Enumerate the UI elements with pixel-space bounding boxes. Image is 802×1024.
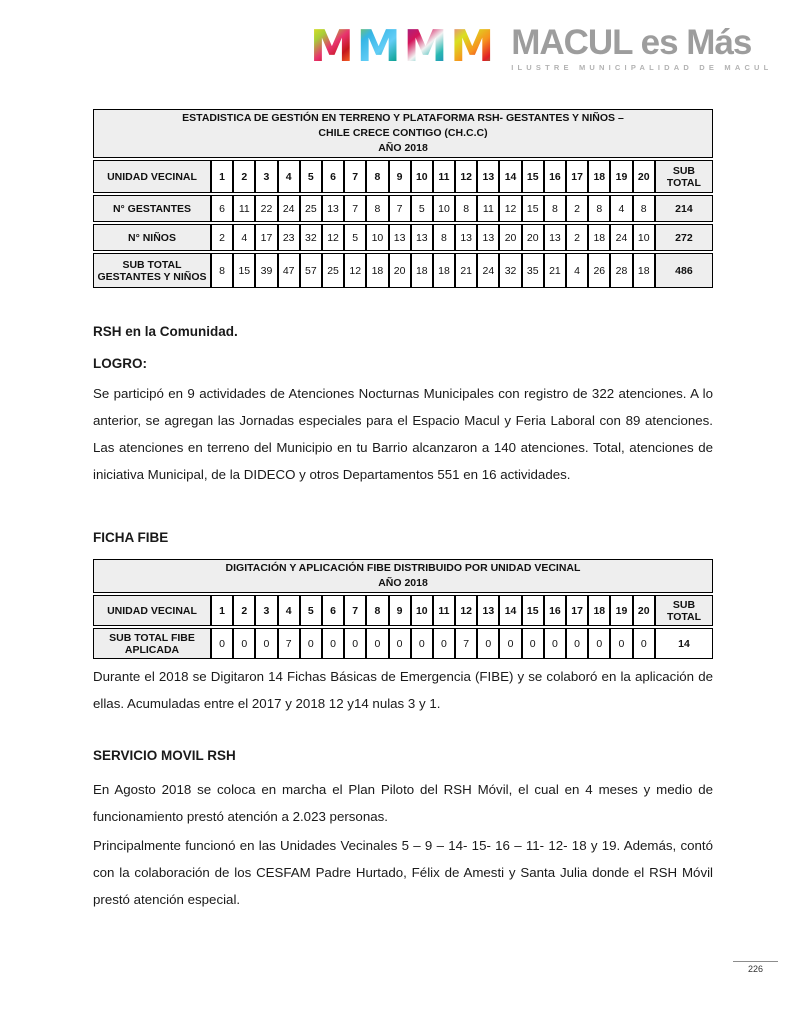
value-cell: 20 bbox=[499, 224, 521, 251]
value-cell: 4 bbox=[233, 224, 255, 251]
subtotal-cell: 214 bbox=[655, 195, 713, 222]
column-header-cell: 10 bbox=[411, 160, 433, 193]
column-header-cell: 10 bbox=[411, 595, 433, 626]
value-cell: 8 bbox=[366, 195, 388, 222]
value-cell: 35 bbox=[522, 253, 544, 288]
column-header-cell: 5 bbox=[300, 160, 322, 193]
value-cell: 8 bbox=[455, 195, 477, 222]
column-header-cell: 2 bbox=[233, 595, 255, 626]
value-cell: 5 bbox=[344, 224, 366, 251]
value-cell: 28 bbox=[610, 253, 632, 288]
value-cell: 18 bbox=[588, 224, 610, 251]
column-header-cell: 4 bbox=[278, 160, 300, 193]
servicio-paragraph-2: Principalmente funcionó en las Unidades Vecinales 5 – 9 – 14- 15- 16 – 11- 12- 18 y 19. Además, contó con la colaboración de los CESFAM Padre Hurtado, Félix de Amesti y Santa Julia donde el RSH Móvil prestó atención especial. bbox=[93, 838, 713, 907]
column-header-cell: 2 bbox=[233, 160, 255, 193]
column-header-cell: 19 bbox=[610, 160, 632, 193]
fibe-table bbox=[93, 557, 713, 661]
value-cell: 2 bbox=[211, 224, 233, 251]
table-title-row bbox=[93, 109, 713, 158]
value-cell: 26 bbox=[588, 253, 610, 288]
value-cell: 8 bbox=[588, 195, 610, 222]
value-cell: 4 bbox=[610, 195, 632, 222]
logo-subtitle: ILUSTRE MUNICIPALIDAD DE MACUL bbox=[511, 63, 773, 72]
column-header-cell: 3 bbox=[255, 160, 277, 193]
value-cell: 0 bbox=[300, 628, 322, 659]
value-cell: 0 bbox=[633, 628, 655, 659]
column-header-cell: 1 bbox=[211, 595, 233, 626]
value-cell: 0 bbox=[433, 628, 455, 659]
column-header-cell: 16 bbox=[544, 595, 566, 626]
column-header-cell: 9 bbox=[389, 160, 411, 193]
value-cell: 7 bbox=[455, 628, 477, 659]
column-header-cell: 15 bbox=[522, 595, 544, 626]
column-header-cell: 17 bbox=[566, 595, 588, 626]
value-cell: 47 bbox=[278, 253, 300, 288]
value-cell: 13 bbox=[455, 224, 477, 251]
value-cell: 25 bbox=[300, 195, 322, 222]
column-header-cell: 6 bbox=[322, 595, 344, 626]
value-cell: 13 bbox=[477, 224, 499, 251]
value-cell: 21 bbox=[544, 253, 566, 288]
table-title: DIGITACIÓN Y APLICACIÓN FIBE DISTRIBUIDO POR UNIDAD VECINAL AÑO 2018 bbox=[93, 559, 713, 593]
page-number: 226 bbox=[747, 964, 764, 974]
value-cell: 20 bbox=[389, 253, 411, 288]
value-cell: 0 bbox=[344, 628, 366, 659]
column-header-cell: 14 bbox=[499, 160, 521, 193]
value-cell: 24 bbox=[610, 224, 632, 251]
column-header-cell: 20 bbox=[633, 160, 655, 193]
value-cell: 6 bbox=[211, 195, 233, 222]
row-label-cell: SUB TOTAL GESTANTES Y NIÑOS bbox=[93, 253, 211, 288]
value-cell: 39 bbox=[255, 253, 277, 288]
value-cell: 13 bbox=[322, 195, 344, 222]
value-cell: 10 bbox=[366, 224, 388, 251]
footer-rule bbox=[733, 961, 778, 962]
value-cell: 10 bbox=[633, 224, 655, 251]
column-header-cell: 7 bbox=[344, 160, 366, 193]
column-header-cell: 9 bbox=[389, 595, 411, 626]
value-cell: 0 bbox=[366, 628, 388, 659]
table-data-row bbox=[93, 195, 713, 222]
table-header-row bbox=[93, 160, 713, 193]
logo-m2-icon: M bbox=[356, 21, 401, 72]
value-cell: 25 bbox=[322, 253, 344, 288]
value-cell: 13 bbox=[389, 224, 411, 251]
value-cell: 0 bbox=[566, 628, 588, 659]
value-cell: 13 bbox=[411, 224, 433, 251]
subtotal-header-cell: SUB TOTAL bbox=[655, 160, 713, 193]
table-header-row bbox=[93, 595, 713, 626]
value-cell: 8 bbox=[544, 195, 566, 222]
municipality-logo bbox=[310, 21, 773, 72]
column-header-cell: 18 bbox=[588, 595, 610, 626]
column-header-cell: 6 bbox=[322, 160, 344, 193]
column-header-cell: 16 bbox=[544, 160, 566, 193]
value-cell: 32 bbox=[300, 224, 322, 251]
value-cell: 11 bbox=[233, 195, 255, 222]
logo-m-letters bbox=[310, 21, 497, 72]
column-header-cell: 1 bbox=[211, 160, 233, 193]
value-cell: 18 bbox=[433, 253, 455, 288]
value-cell: 12 bbox=[499, 195, 521, 222]
value-cell: 24 bbox=[477, 253, 499, 288]
value-cell: 5 bbox=[411, 195, 433, 222]
rsh-community-heading: RSH en la Comunidad. bbox=[93, 324, 238, 339]
value-cell: 2 bbox=[566, 195, 588, 222]
value-cell: 17 bbox=[255, 224, 277, 251]
column-header-cell: 14 bbox=[499, 595, 521, 626]
value-cell: 20 bbox=[522, 224, 544, 251]
value-cell: 12 bbox=[344, 253, 366, 288]
column-header-cell: 5 bbox=[300, 595, 322, 626]
row-label-cell: SUB TOTAL FIBE APLICADA bbox=[93, 628, 211, 659]
value-cell: 10 bbox=[433, 195, 455, 222]
column-header-cell: 20 bbox=[633, 595, 655, 626]
logro-heading: LOGRO: bbox=[93, 356, 147, 371]
table-title-row bbox=[93, 559, 713, 593]
value-cell: 18 bbox=[366, 253, 388, 288]
servicio-paragraph-1: En Agosto 2018 se coloca en marcha el Plan Piloto del RSH Móvil, el cual en 4 meses y medio de funcionamiento prestó atención a 2.023 personas. bbox=[93, 782, 713, 824]
value-cell: 0 bbox=[477, 628, 499, 659]
subtotal-cell: 272 bbox=[655, 224, 713, 251]
value-cell: 23 bbox=[278, 224, 300, 251]
column-header-cell: 11 bbox=[433, 595, 455, 626]
value-cell: 0 bbox=[411, 628, 433, 659]
value-cell: 0 bbox=[389, 628, 411, 659]
value-cell: 8 bbox=[211, 253, 233, 288]
column-header-cell: 17 bbox=[566, 160, 588, 193]
row-label-cell: N° GESTANTES bbox=[93, 195, 211, 222]
value-cell: 2 bbox=[566, 224, 588, 251]
value-cell: 18 bbox=[411, 253, 433, 288]
value-cell: 7 bbox=[344, 195, 366, 222]
column-header-cell: 18 bbox=[588, 160, 610, 193]
logo-m1-icon: M bbox=[310, 21, 354, 72]
column-header-cell: 4 bbox=[278, 595, 300, 626]
fibe-paragraph: Durante el 2018 se Digitaron 14 Fichas Básicas de Emergencia (FIBE) y se colaboró en la aplicación de ellas. Acumuladas entre el 2017 y 2018 12 y14 nulas 3 y 1. bbox=[93, 669, 713, 711]
subtotal-cell: 486 bbox=[655, 253, 713, 288]
value-cell: 11 bbox=[477, 195, 499, 222]
value-cell: 15 bbox=[233, 253, 255, 288]
value-cell: 8 bbox=[433, 224, 455, 251]
value-cell: 0 bbox=[322, 628, 344, 659]
value-cell: 13 bbox=[544, 224, 566, 251]
column-header-cell: 3 bbox=[255, 595, 277, 626]
logo-title: MACUL es Más bbox=[511, 23, 752, 62]
table-data-row bbox=[93, 224, 713, 251]
value-cell: 22 bbox=[255, 195, 277, 222]
value-cell: 0 bbox=[522, 628, 544, 659]
column-header-cell: 13 bbox=[477, 160, 499, 193]
value-cell: 0 bbox=[211, 628, 233, 659]
table-data-row bbox=[93, 253, 713, 288]
column-header-cell: 12 bbox=[455, 160, 477, 193]
value-cell: 0 bbox=[233, 628, 255, 659]
table-title: ESTADISTICA DE GESTIÓN EN TERRENO Y PLATAFORMA RSH- GESTANTES Y NIÑOS – CHILE CRECE CONTIGO (CH.C.C) AÑO 2018 bbox=[93, 109, 713, 158]
logo-m3-icon: M bbox=[403, 21, 448, 72]
value-cell: 0 bbox=[610, 628, 632, 659]
value-cell: 0 bbox=[499, 628, 521, 659]
table-data-row bbox=[93, 628, 713, 659]
logo-text bbox=[511, 24, 772, 72]
value-cell: 7 bbox=[389, 195, 411, 222]
column-header-cell: 19 bbox=[610, 595, 632, 626]
value-cell: 21 bbox=[455, 253, 477, 288]
column-header-cell: 8 bbox=[366, 160, 388, 193]
value-cell: 0 bbox=[255, 628, 277, 659]
value-cell: 4 bbox=[566, 253, 588, 288]
value-cell: 0 bbox=[588, 628, 610, 659]
corner-header-cell: UNIDAD VECINAL bbox=[93, 595, 211, 626]
value-cell: 0 bbox=[544, 628, 566, 659]
logo-m4-icon: M bbox=[450, 21, 495, 72]
column-header-cell: 8 bbox=[366, 595, 388, 626]
row-label-cell: N° NIÑOS bbox=[93, 224, 211, 251]
column-header-cell: 12 bbox=[455, 595, 477, 626]
column-header-cell: 13 bbox=[477, 595, 499, 626]
value-cell: 7 bbox=[278, 628, 300, 659]
value-cell: 57 bbox=[300, 253, 322, 288]
value-cell: 8 bbox=[633, 195, 655, 222]
value-cell: 12 bbox=[322, 224, 344, 251]
column-header-cell: 7 bbox=[344, 595, 366, 626]
value-cell: 32 bbox=[499, 253, 521, 288]
column-header-cell: 11 bbox=[433, 160, 455, 193]
corner-header-cell: UNIDAD VECINAL bbox=[93, 160, 211, 193]
ficha-fibe-heading: FICHA FIBE bbox=[93, 530, 169, 545]
subtotal-cell: 14 bbox=[655, 628, 713, 659]
value-cell: 18 bbox=[633, 253, 655, 288]
gestantes-ninos-table bbox=[93, 107, 713, 290]
value-cell: 24 bbox=[278, 195, 300, 222]
logro-paragraph: Se participó en 9 actividades de Atenciones Nocturnas Municipales con registro de 322 atenciones. A lo anterior, se agregan las Jornadas especiales para el Espacio Macul y Feria Laboral con 89 atenciones. Las atenciones en terreno del Municipio en tu Barrio alcanzaron a 140 atenciones. Total, atenciones de iniciativa Municipal, de la DIDECO y otros Departamentos 551 en 16 actividades. bbox=[93, 386, 713, 482]
subtotal-header-cell: SUB TOTAL bbox=[655, 595, 713, 626]
column-header-cell: 15 bbox=[522, 160, 544, 193]
value-cell: 15 bbox=[522, 195, 544, 222]
servicio-movil-heading: SERVICIO MOVIL RSH bbox=[93, 748, 236, 763]
